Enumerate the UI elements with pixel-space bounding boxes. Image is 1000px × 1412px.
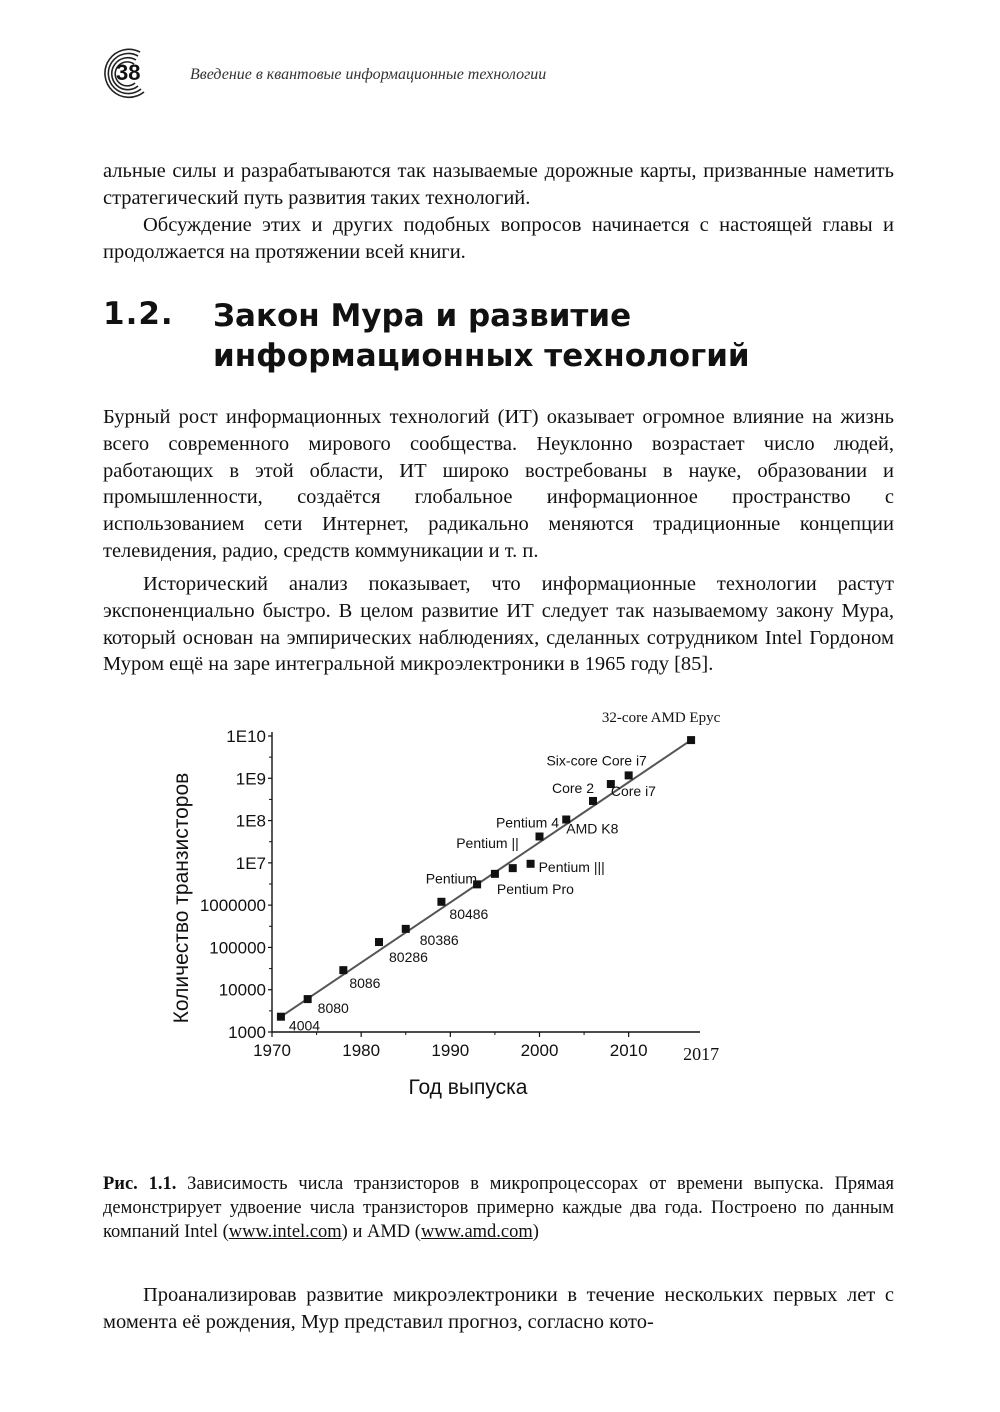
- data-point-4004: [277, 1013, 285, 1021]
- data-point-80386: [402, 925, 410, 933]
- caption-label: Рис. 1.1.: [103, 1174, 177, 1194]
- data-point-80286: [375, 938, 383, 946]
- point-label: Pentium |||: [538, 858, 605, 875]
- paragraph-3: Бурный рост информационных технологий (ИТ) оказывает огромное влияние на жизнь всего современного мирового сообщества. Неуклонно возрастает число людей, работающих в этой области, ИТ широко востребованы в науке, образовании и промышленности, создаётся глобальное информационное пространство с использованием сети Интернет, радикально меняются традиционные концепции телевидения, радио, средств коммуникации и т. п.: [103, 406, 894, 562]
- point-label: 32-core AMD Epyc: [601, 710, 721, 727]
- y-tick-label: 10000: [218, 980, 266, 1000]
- point-label: Pentium 4: [495, 814, 560, 831]
- x-extra-label: 2017: [683, 1044, 720, 1064]
- point-label: 8080: [317, 1000, 349, 1017]
- caption-link-intel[interactable]: www.intel.com: [228, 1222, 342, 1242]
- point-label: 4004: [288, 1017, 321, 1034]
- point-label: Core 2: [551, 779, 595, 796]
- point-label: Core i7: [610, 783, 656, 800]
- y-tick-label: 1E8: [235, 811, 266, 831]
- data-point-pentium-pro: [491, 870, 499, 878]
- point-label: 8086: [349, 975, 381, 992]
- x-tick-label: 1990: [431, 1041, 470, 1060]
- point-label: 80286: [389, 949, 428, 966]
- data-point-core-2: [589, 797, 597, 805]
- caption-text-mid: ) и AMD (: [341, 1222, 421, 1242]
- section-number: 1.2.: [103, 296, 174, 332]
- paragraph-1: альные силы и разрабатываются так называемые дорожные карты, призванные наметить стратегический путь развития таких технологий.: [103, 160, 894, 209]
- data-point-80486: [437, 898, 445, 906]
- running-title: Введение в квантовые информационные технологии: [190, 66, 547, 83]
- section-title: Закон Мура и развитие информационных технологий: [213, 298, 750, 374]
- page-number: 38: [116, 60, 141, 85]
- point-label: Pentium ||: [456, 835, 519, 852]
- paragraph-5: Проанализировав развитие микроэлектроники в течение нескольких первых лет с момента её рождения, Мур представил прогноз, согласно кото-: [103, 1284, 894, 1333]
- data-point-32-core-amd-epyc: [687, 736, 695, 744]
- data-point-pentium-: [509, 864, 517, 872]
- y-tick-label: 1E10: [226, 727, 266, 746]
- x-tick-label: 1970: [253, 1041, 291, 1060]
- y-tick-label: 1000: [228, 1023, 266, 1042]
- trend-line: [281, 740, 691, 1017]
- figure-caption: [103, 1172, 894, 1244]
- point-label: Six-core Core i7: [546, 752, 647, 769]
- y-tick-label: 1000000: [199, 896, 266, 916]
- data-point-8086: [339, 966, 347, 974]
- y-tick-label: 1E9: [235, 769, 266, 789]
- data-point-pentium-4: [536, 833, 544, 841]
- data-point-six-core-core-i7: [625, 771, 633, 779]
- caption-text: Зависимость числа транзисторов в микропроцессорах от времени выпуска. Прямая демонстрирует удвоение числа транзисторов примерно каждые два года. Построено по данным компаний Intel (: [103, 1174, 894, 1242]
- x-axis-title: Год выпуска: [408, 1076, 528, 1099]
- y-axis-title: Количество транзисторов: [170, 772, 193, 1024]
- caption-link-amd[interactable]: www.amd.com: [420, 1222, 533, 1242]
- y-tick-label: 1E7: [235, 853, 266, 873]
- point-label: 80386: [419, 931, 459, 948]
- point-label: Pentium: [425, 870, 478, 887]
- caption-text-end: ): [532, 1222, 539, 1242]
- paragraph-4: Исторический анализ показывает, что информационные технологии растут экспоненциально быстро. В целом развитие ИТ следует так называемому закону Мура, который основан на эмпирических наблюдениях, сделанных сотрудником Intel Гордоном Муром ещё на заре интегральной микроэлектроники в 1965 году [85].: [103, 573, 894, 676]
- x-tick-label: 1980: [342, 1041, 381, 1060]
- point-label: AMD K8: [566, 820, 619, 837]
- y-tick-label: 100000: [209, 938, 266, 958]
- x-tick-label: 2000: [520, 1041, 559, 1060]
- data-point-pentium-: [527, 860, 535, 868]
- data-point-8080: [304, 995, 312, 1003]
- x-tick-label: 2010: [609, 1041, 648, 1060]
- point-label: 80486: [449, 905, 489, 922]
- point-label: Pentium Pro: [496, 880, 574, 897]
- moore-law-chart: [0, 700, 1000, 1110]
- paragraph-2: Обсуждение этих и других подобных вопросов начинается с настоящей главы и продолжается на протяжении всей книги.: [103, 214, 894, 263]
